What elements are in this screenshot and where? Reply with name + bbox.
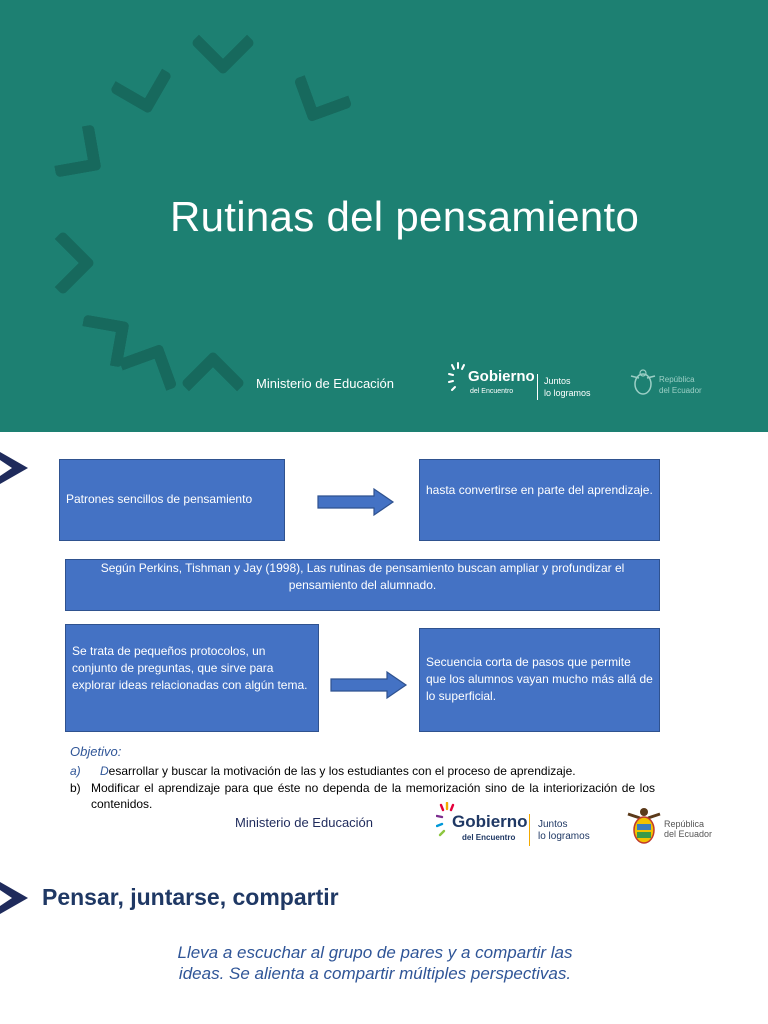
logo-separator (529, 814, 530, 846)
content-box-text: Se trata de pequeños protocolos, un conjunto de preguntas, que sirve para explorar ideas relacionadas con algún tema. (72, 644, 308, 692)
decorative-chevron (30, 230, 95, 295)
republic-crest-icon (626, 806, 662, 846)
objective-marker: a) (70, 764, 81, 778)
objective-text: Modificar el aprendizaje para que éste no dependa de la memorización sino de la interiorización de los contenidos. (91, 781, 655, 811)
objective-marker: b) (70, 781, 81, 795)
flow-arrow-icon (316, 487, 396, 517)
gobierno-logo-subtext: del Encuentro (462, 833, 516, 842)
content-box-text: hasta convertirse en parte del aprendizaje. (426, 483, 653, 497)
gobierno-logo-subtext: del Encuentro (470, 388, 514, 395)
slide-marker-icon (0, 882, 28, 914)
content-box-secuencia (419, 628, 660, 732)
content-box-perkins (65, 559, 660, 611)
flow-arrow-icon (329, 670, 409, 700)
objective-initial: D (100, 764, 109, 778)
slogan-line1: Juntos (544, 376, 571, 386)
republic-crest-icon (628, 368, 658, 398)
content-box-patrones (59, 459, 285, 541)
objective-item-b (70, 780, 655, 812)
objective-text: esarrollar y buscar la motivación de las y los estudiantes con el proceso de aprendizaje. (108, 764, 576, 778)
content-box-protocolos (65, 624, 319, 732)
gobierno-sunburst-icon (448, 362, 470, 396)
republic-line2: del Ecuador (659, 386, 702, 395)
section-title: Pensar, juntarse, compartir (42, 884, 339, 910)
ministry-label: Ministerio de Educación (235, 815, 374, 830)
content-box-text: Patrones sencillos de pensamiento (66, 492, 253, 506)
objective-heading: Objetivo: (70, 744, 122, 759)
section-quote: Lleva a escuchar al grupo de pares y a compartir las ideas. Se alienta a compartir múltiples perspectivas. (177, 943, 573, 983)
content-box-text: Secuencia corta de pasos que permite que los alumnos vayan mucho más allá de lo superficial. (426, 655, 653, 703)
gobierno-logo-text: Gobierno (452, 812, 528, 831)
decorative-chevron (294, 64, 353, 123)
decorative-chevron (110, 52, 173, 115)
slogan-line1: Juntos (538, 819, 568, 830)
title-slide (0, 0, 768, 432)
content-box-text: Según Perkins, Tishman y Jay (1998), Las rutinas de pensamiento buscan ampliar y profundizar el pensamiento del alumnado. (100, 561, 625, 592)
republic-line1: República (659, 375, 695, 384)
slogan-line2: lo logramos (538, 831, 590, 842)
gobierno-logo-text: Gobierno (468, 368, 535, 385)
republic-line1: República (664, 819, 705, 829)
slogan-line2: lo logramos (544, 388, 591, 398)
decorative-chevron (180, 350, 245, 415)
objective-item-a (70, 763, 655, 779)
logo-separator (537, 374, 538, 400)
ministry-label: Ministerio de Educación (256, 376, 395, 391)
decorative-chevron (190, 10, 255, 75)
slide-title: Rutinas del pensamiento (170, 193, 640, 240)
decorative-chevron (119, 344, 178, 403)
slide-marker-icon (0, 452, 28, 484)
content-box-convertirse (419, 459, 660, 541)
republic-line2: del Ecuador (664, 829, 713, 839)
decorative-chevron (48, 124, 101, 177)
